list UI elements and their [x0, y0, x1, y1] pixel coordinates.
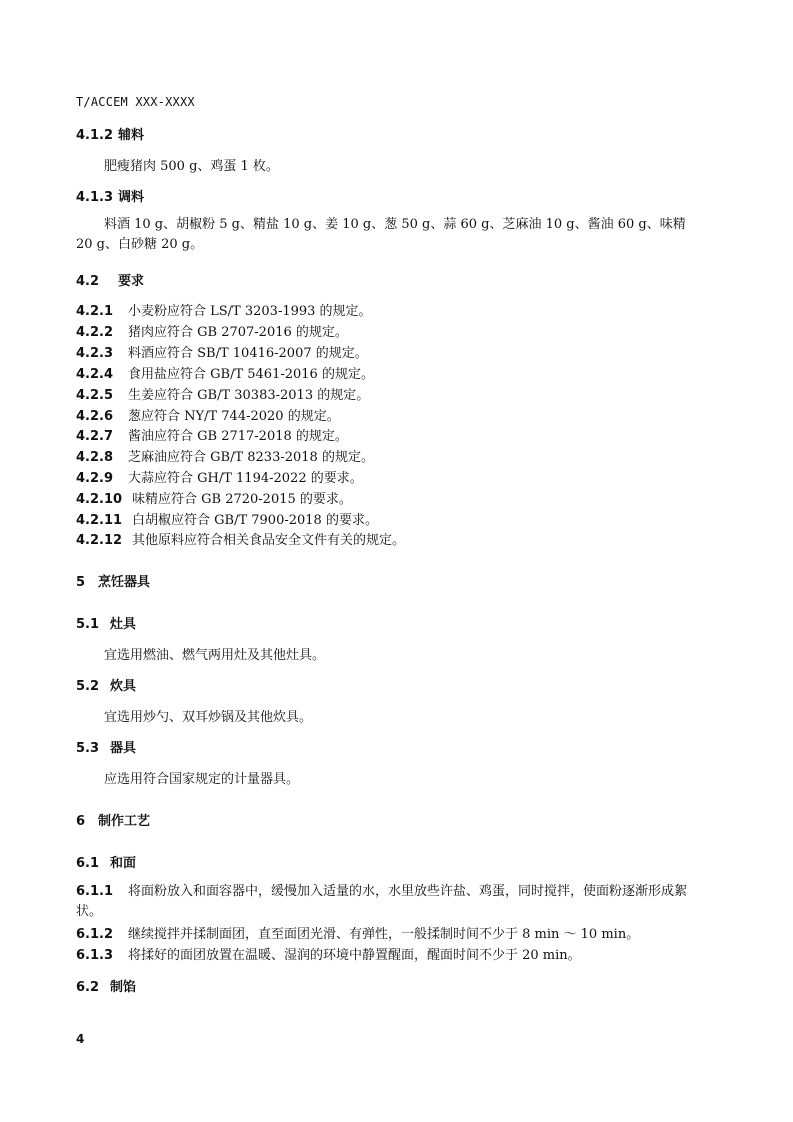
- requirement-item: [76, 321, 348, 340]
- item-text: 酱油应符合 GB 2717-2018 的规定。: [128, 429, 348, 444]
- requirement-item: [76, 446, 374, 465]
- section-heading-4-2: [76, 270, 144, 289]
- page-number: 4: [76, 1032, 85, 1046]
- section-title: 灶具: [110, 617, 137, 632]
- item-number: 4.2.1: [76, 304, 114, 319]
- item-text: 大蒜应符合 GH/T 1194-2022 的要求。: [128, 471, 363, 486]
- section-heading-5-1: [76, 613, 136, 632]
- section-number: 5.2: [76, 679, 100, 694]
- section-heading-5-3: [76, 737, 136, 756]
- section-title: 和面: [110, 856, 137, 871]
- requirement-item: [76, 405, 340, 424]
- section-number: 5.1: [76, 617, 100, 632]
- section-number: 5.3: [76, 741, 100, 756]
- section-heading-4-1-2: [76, 124, 144, 143]
- section-heading-5-2: [76, 675, 136, 694]
- section-number: 6: [76, 814, 86, 829]
- item-text: 猪肉应符合 GB 2707-2016 的规定。: [128, 325, 348, 340]
- item-number: 6.1.2: [76, 927, 114, 942]
- item-text: 将面粉放入和面容器中，缓慢加入适量的水，水里放些许盐、鸡蛋，同时搅拌，使面粉逐渐形成絮状。: [76, 884, 688, 919]
- item-number: 4.2.12: [76, 533, 123, 548]
- process-step: [76, 923, 639, 942]
- item-number: 6.1.1: [76, 884, 114, 899]
- item-number: 4.2.9: [76, 471, 114, 486]
- section-title: 烹饪器具: [98, 575, 151, 590]
- requirement-item: [76, 342, 368, 361]
- section-title: 器具: [110, 741, 137, 756]
- requirement-item: [76, 509, 378, 528]
- requirement-item: [76, 488, 352, 507]
- requirement-item: [76, 425, 348, 444]
- item-text: 葱应符合 NY/T 744-2020 的规定。: [128, 409, 340, 424]
- item-number: 4.2.8: [76, 450, 114, 465]
- section-number: 6.1: [76, 856, 100, 871]
- item-text: 白胡椒应符合 GB/T 7900-2018 的要求。: [132, 513, 378, 528]
- item-text: 将揉好的面团放置在温暖、湿润的环境中静置醒面，醒面时间不少于 20 min。: [128, 948, 581, 963]
- item-text: 生姜应符合 GB/T 30383-2013 的规定。: [128, 388, 370, 403]
- section-text-5-1: 宜选用燃油、燃气两用灶及其他灶具。: [104, 648, 326, 663]
- section-number: 6.2: [76, 980, 100, 995]
- requirement-item: [76, 467, 363, 486]
- section-heading-6-1: [76, 852, 136, 871]
- section-number: 4.1.3: [76, 190, 114, 205]
- item-text: 芝麻油应符合 GB/T 8233-2018 的规定。: [128, 450, 374, 465]
- item-number: 4.2.2: [76, 325, 114, 340]
- item-text: 小麦粉应符合 LS/T 3203-1993 的规定。: [128, 304, 372, 319]
- section-heading-5: [76, 571, 150, 590]
- section-number: 5: [76, 575, 86, 590]
- section-title: 辅料: [118, 128, 145, 143]
- section-text-4-1-3: 料酒 10 g、胡椒粉 5 g、精盐 10 g、姜 10 g、葱 50 g、蒜 60 g、芝麻油 10 g、酱油 60 g、味精 20 g、白砂糖 20 g。: [76, 217, 686, 252]
- process-step: [76, 944, 581, 963]
- item-text: 食用盐应符合 GB/T 5461-2016 的规定。: [128, 367, 374, 382]
- item-number: 4.2.6: [76, 409, 114, 424]
- section-heading-4-1-3: [76, 186, 144, 205]
- requirement-item: [76, 384, 369, 403]
- item-text: 味精应符合 GB 2720-2015 的要求。: [132, 492, 352, 507]
- item-number: 6.1.3: [76, 948, 114, 963]
- section-title: 要求: [118, 274, 145, 289]
- section-heading-6-2: [76, 976, 136, 995]
- requirement-item: [76, 363, 374, 382]
- item-number: 4.2.11: [76, 513, 123, 528]
- section-text-5-3: 应选用符合国家规定的计量器具。: [104, 772, 300, 787]
- item-text: 其他原料应符合相关食品安全文件有关的规定。: [132, 533, 406, 548]
- item-text: 料酒应符合 SB/T 10416-2007 的规定。: [128, 346, 368, 361]
- section-title: 炊具: [110, 679, 137, 694]
- requirement-item: [76, 529, 405, 548]
- item-number: 4.2.4: [76, 367, 114, 382]
- section-title: 调料: [118, 190, 145, 205]
- item-number: 4.2.5: [76, 388, 114, 403]
- section-title: 制馅: [110, 980, 137, 995]
- section-text-4-1-2: 肥瘦猪肉 500 g、鸡蛋 1 枚。: [104, 159, 279, 174]
- section-heading-6: [76, 810, 150, 829]
- document-id-header: T/ACCEM XXX-XXXX: [76, 95, 195, 109]
- item-number: 4.2.7: [76, 429, 114, 444]
- section-number: 4.1.2: [76, 128, 114, 143]
- item-number: 4.2.3: [76, 346, 114, 361]
- item-text: 继续搅拌并揉制面团，直至面团光滑、有弹性，一般揉制时间不少于 8 min ～ 10 min。: [128, 927, 640, 942]
- section-text-5-2: 宜选用炒勺、双耳炒锅及其他炊具。: [104, 710, 313, 725]
- item-number: 4.2.10: [76, 492, 123, 507]
- process-step: [76, 882, 706, 922]
- section-number: 4.2: [76, 274, 100, 289]
- section-title: 制作工艺: [98, 814, 151, 829]
- requirement-item: [76, 300, 372, 319]
